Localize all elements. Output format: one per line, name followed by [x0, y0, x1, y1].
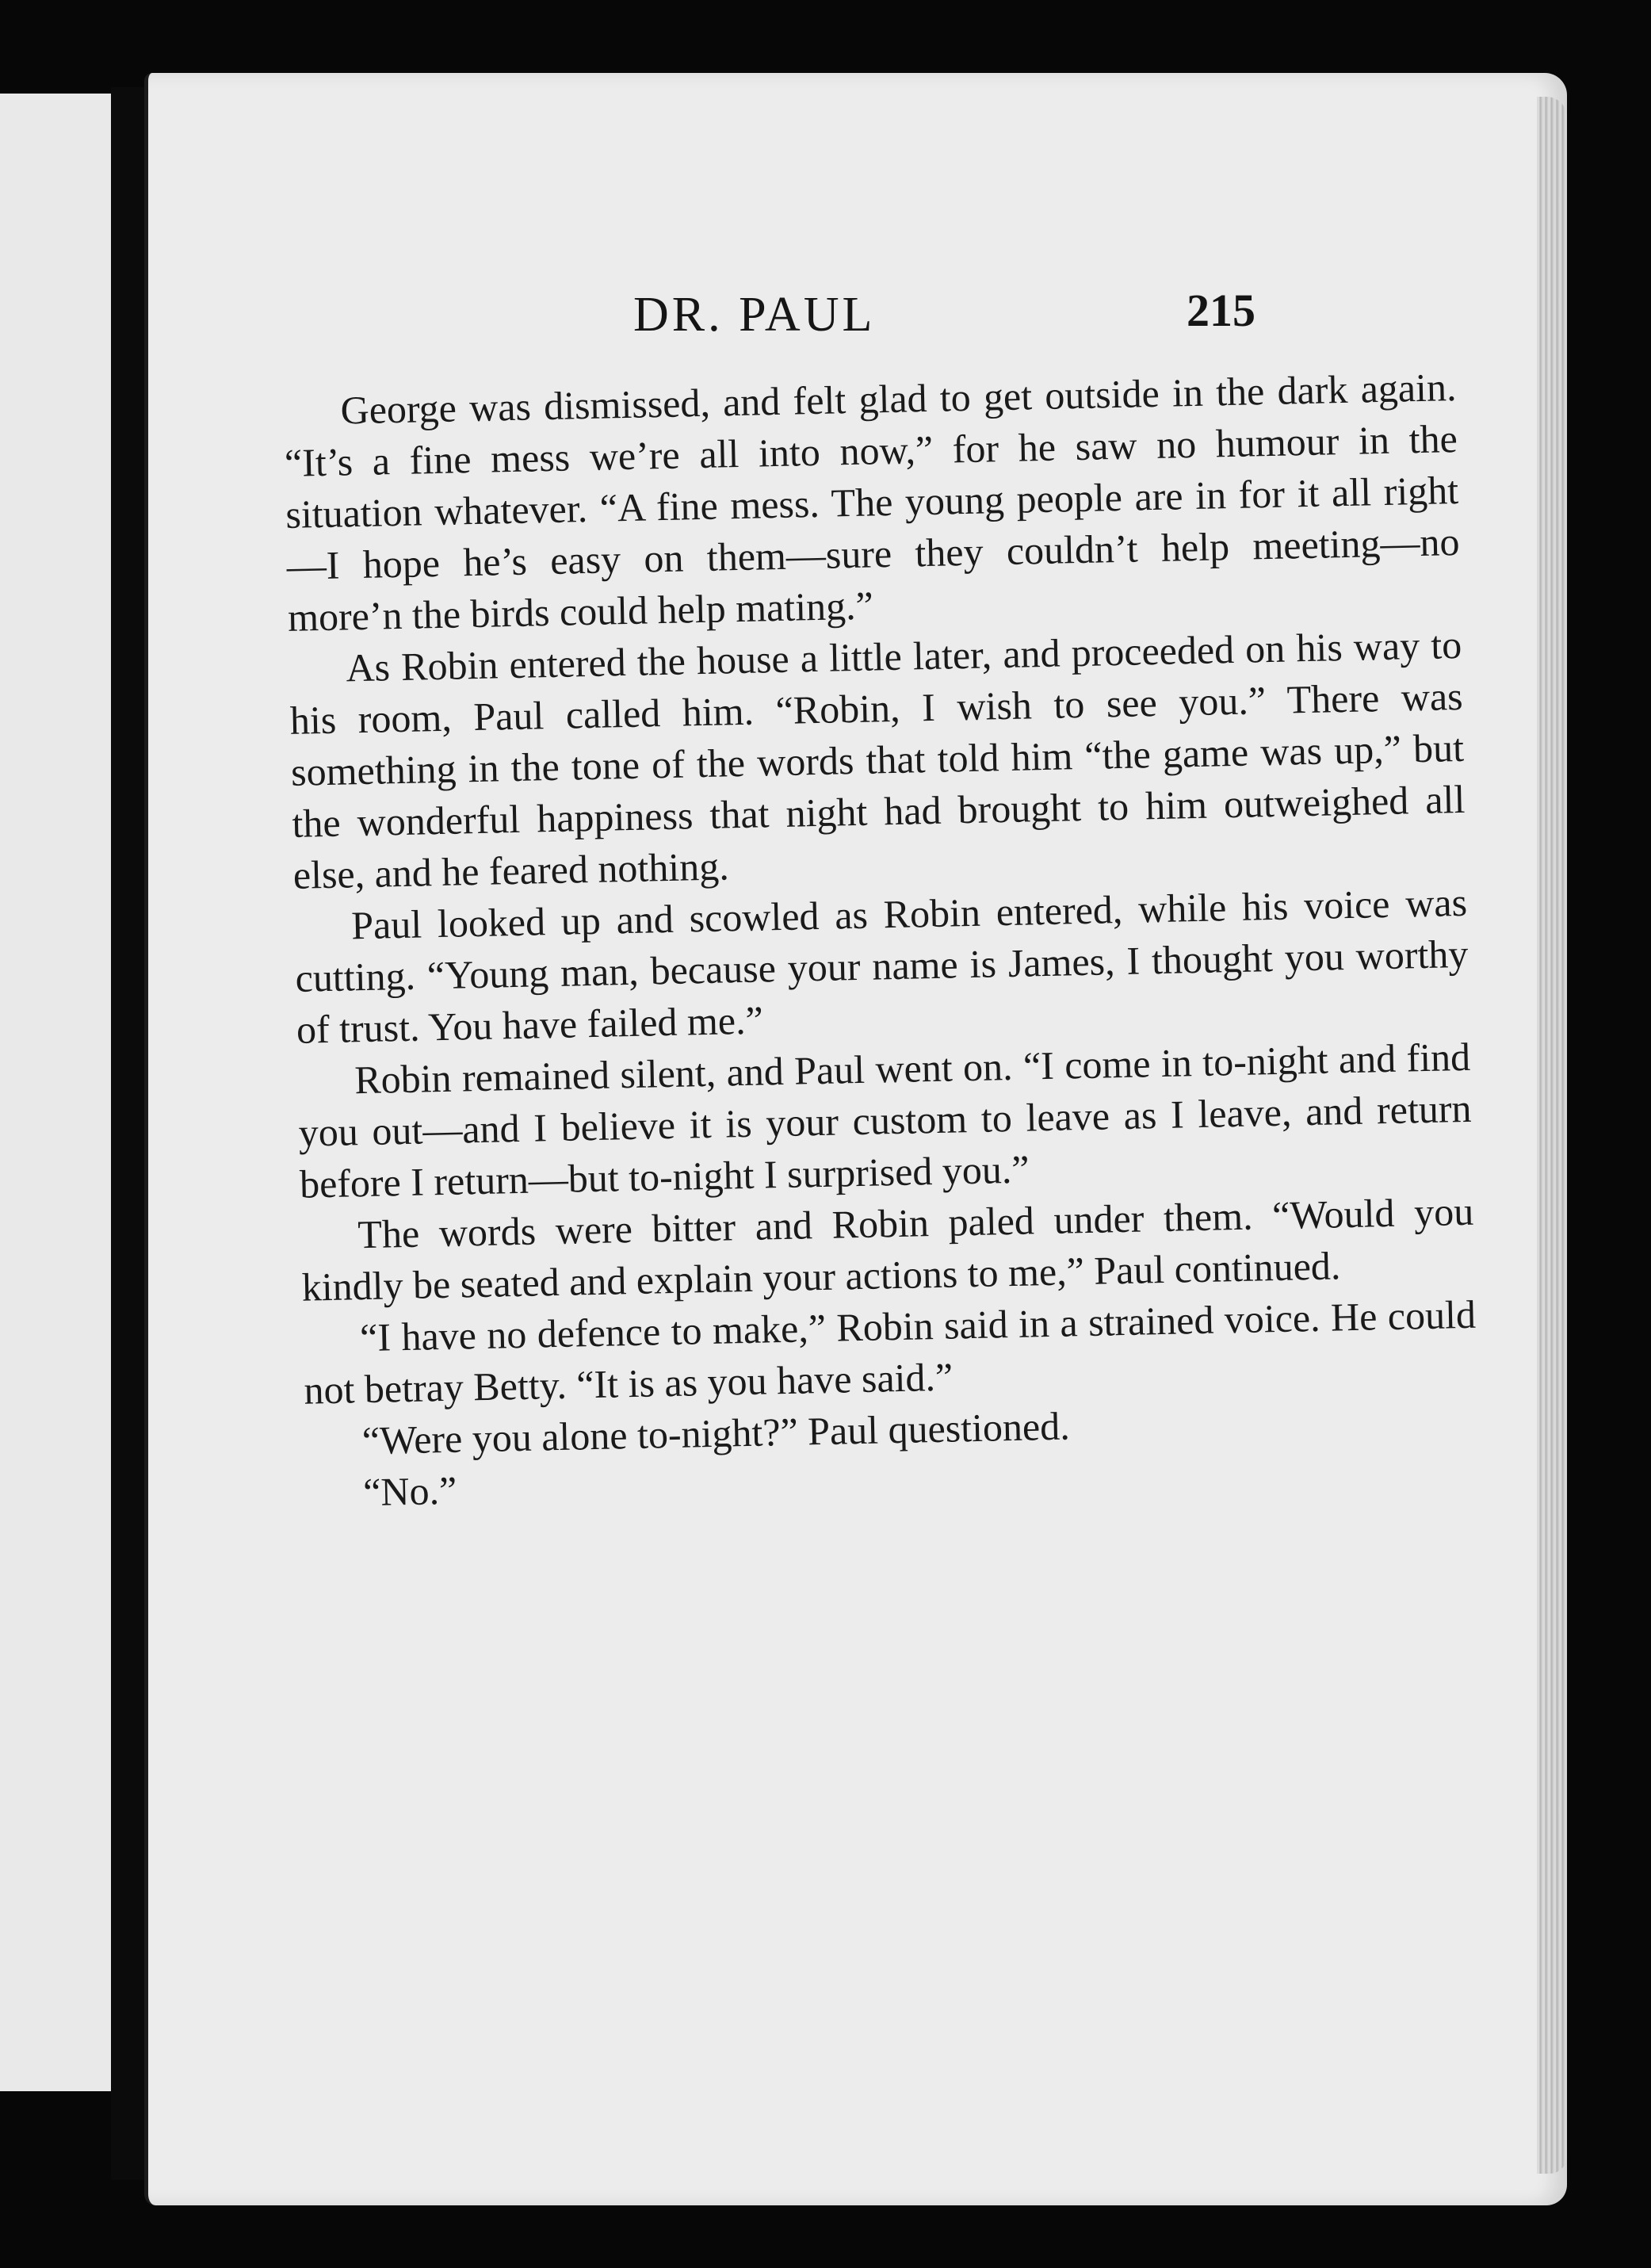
- paragraph: “I have no defence to make,” Robin said in a strained voice. He could not betray Betty. “It is as you have said.”: [303, 1291, 1477, 1413]
- running-title: DR. PAUL: [633, 288, 876, 342]
- page-number: 215: [1187, 285, 1255, 336]
- paragraph: Robin remained silent, and Paul went on. “I come in to-night and find you out—and I believe it is your custom to leave as I leave, and return before I return—but to-night I surprised you.”: [298, 1034, 1472, 1207]
- page-header: [148, 287, 1567, 358]
- paragraph: George was dismissed, and felt glad to get outside in the dark again. “It’s a fine mess we’re all into now,” for he saw no humour in the situation whatever. “A fine mess. The young people are in for it all right—I hope he’s easy on them—sure they couldn’t help meeting—no more’n the birds could help mating.”: [284, 365, 1461, 640]
- paragraph: As Robin entered the house a little later, and proceeded on his way to his room, Paul called him. “Robin, I wish to see you.” There was something in the tone of the words that told him “the game was up,” but the wonderful happiness that night had brought to him outweighed all else, and he feared nothing.: [289, 622, 1466, 897]
- paragraph: “Were you alone to-night?” Paul questioned.: [361, 1403, 1071, 1463]
- paragraph: Paul looked up and scowled as Robin entered, while his voice was cutting. “Young man, because your name is James, I thought you worthy of trust. You have failed me.”: [295, 879, 1469, 1052]
- book-page: [144, 73, 1567, 2205]
- paragraph: The words were bitter and Robin paled under them. “Would you kindly be seated and explain your actions to me,” Paul continued.: [301, 1188, 1474, 1310]
- paragraph: “No.”: [362, 1467, 457, 1515]
- facing-page-edge: [0, 94, 116, 2091]
- body-text: [283, 361, 1480, 1520]
- page-edge-stack: [1537, 97, 1567, 2174]
